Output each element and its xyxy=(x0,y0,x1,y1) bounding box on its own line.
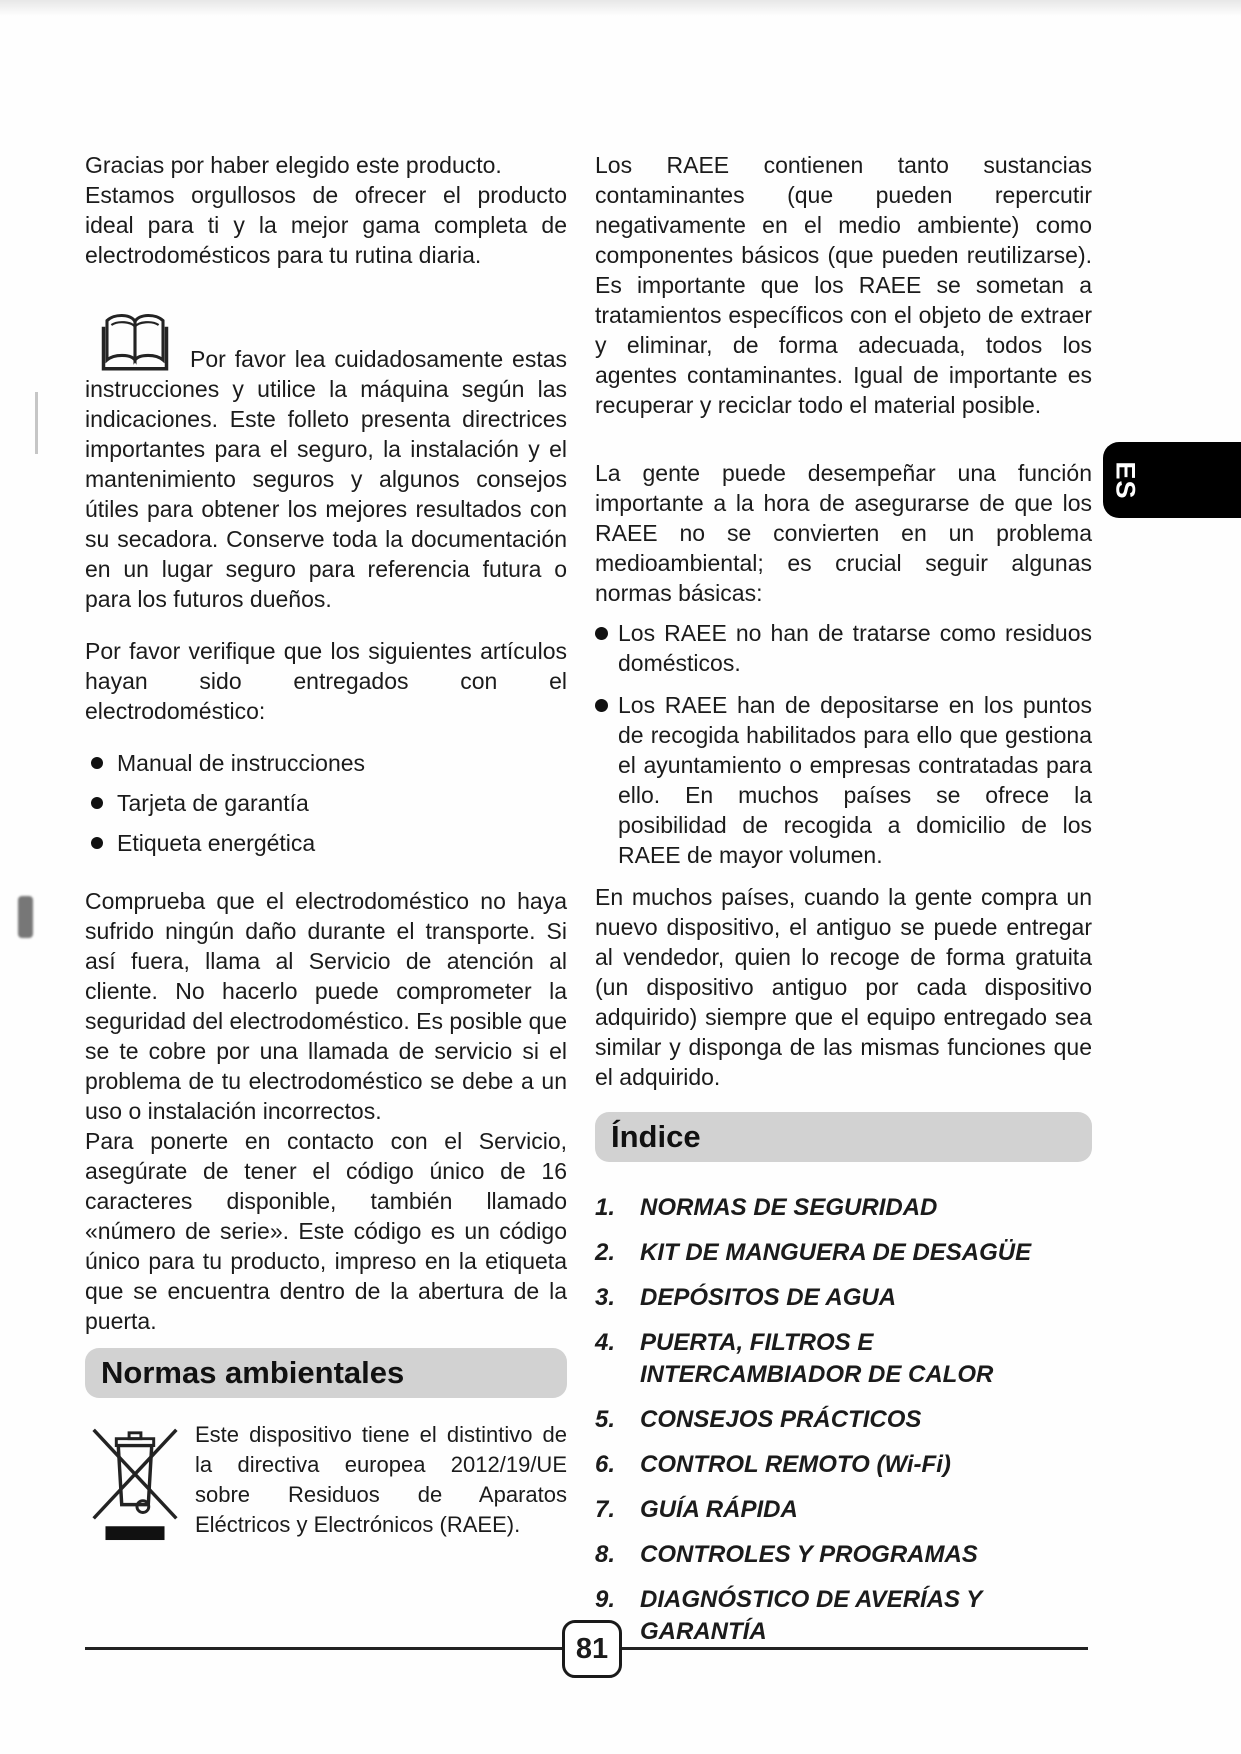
raee-rules-list xyxy=(595,618,1092,870)
toc-entry-number: 6. xyxy=(595,1451,616,1478)
list-item-label: Etiqueta energética xyxy=(117,830,316,856)
toc-entry xyxy=(595,1494,1092,1526)
list-item xyxy=(85,828,567,858)
section-header-label: Normas ambientales xyxy=(101,1355,405,1390)
service-contact-paragraph: Para ponerte en contacto con el Servicio, asegúrate de tener el código único de 16 caracteres disponible, también llamado «número de serie». Este código es un código único para tu producto, impreso en la etiqueta que se encuentra dentro de la abertura de la puerta. xyxy=(85,1128,567,1334)
bullet-dot-icon xyxy=(595,699,608,712)
toc-entry-number: 4. xyxy=(595,1329,616,1356)
intro-paragraph: Estamos orgullosos de ofrecer el producto ideal para ti y la mejor gama completa de electrodomésticos para tu rutina diaria. xyxy=(85,182,567,268)
verify-items-paragraph: Por favor verifique que los siguientes artículos hayan sido entregados con el electrodoméstico: xyxy=(85,638,567,724)
toc-entry-label: DIAGNÓSTICO DE AVERÍAS Y GARANTÍA xyxy=(640,1586,982,1645)
toc-entry-label: NORMAS DE SEGURIDAD xyxy=(640,1194,938,1221)
toc-entry-label: GUÍA RÁPIDA xyxy=(640,1496,798,1523)
page-number-badge xyxy=(562,1620,622,1678)
read-instructions-paragraph: Por favor lea cuidadosamente estas instrucciones y utilice la máquina según las indicaciones. Este folleto presenta directrices importantes para el seguro, la instalación y el mantenimiento seguros y algunos consejos útiles para obtener los mejores resultados con su secadora. Conserve toda la documentación en un lugar seguro para referencia futura o para los futuros dueños. xyxy=(85,346,567,612)
bullet-dot-icon xyxy=(595,627,608,640)
toc-entry-number: 7. xyxy=(595,1496,616,1523)
toc-entry-label: KIT DE MANGUERA DE DESAGÜE xyxy=(640,1239,1032,1266)
toc-entry-label: DEPÓSITOS DE AGUA xyxy=(640,1284,897,1311)
toc-entry xyxy=(595,1192,1092,1224)
delivered-items-list xyxy=(85,748,567,858)
toc-entry xyxy=(595,1404,1092,1436)
toc-entry-number: 5. xyxy=(595,1406,616,1433)
list-item-label: Los RAEE no han de tratarse como residuos domésticos. xyxy=(618,620,1092,676)
weee-directive-paragraph: Este dispositivo tiene el distintivo de la directiva europea 2012/19/UE sobre Residuos de Aparatos Eléctricos y Electrónicos (RAEE). xyxy=(195,1422,567,1537)
read-instructions-section xyxy=(85,344,567,614)
left-column xyxy=(85,150,567,1542)
toc-entry xyxy=(595,1237,1092,1269)
bullet-dot-icon xyxy=(91,797,103,809)
raee-role-paragraph: La gente puede desempeñar una función importante a la hora de asegurarse de que los RAEE no se convierten en un problema medioambiental; es crucial seguir algunas normas básicas: xyxy=(595,460,1092,606)
toc-entry xyxy=(595,1449,1092,1481)
bullet-dot-icon xyxy=(91,837,103,849)
toc-entry-label: CONSEJOS PRÁCTICOS xyxy=(640,1406,922,1433)
list-item-label: Los RAEE han de depositarse en los puntos de recogida habilitados para ello que gestiona el ayuntamiento o empresas contratadas para ello. En muchos países se ofrece la posibilidad de recogida a domicilio de los RAEE de mayor volumen. xyxy=(618,692,1092,868)
list-item xyxy=(595,690,1092,870)
raee-return-paragraph: En muchos países, cuando la gente compra un nuevo dispositivo, el antiguo se puede entregar al vendedor, quien lo recoge de forma gratuita (un dispositivo antiguo por cada dispositivo adquirido) siempre que el equipo entregado sea similar y disponga de las mismas funciones que el adquirido. xyxy=(595,884,1092,1090)
list-item xyxy=(595,618,1092,678)
language-tab-label: ES xyxy=(1110,460,1141,500)
toc-entry xyxy=(595,1539,1092,1571)
toc-entry-number: 9. xyxy=(595,1586,616,1613)
toc-entry-number: 8. xyxy=(595,1541,616,1568)
right-column xyxy=(595,150,1092,1661)
raee-substances-paragraph: Los RAEE contienen tanto sustancias contaminantes (que pueden repercutir negativamente en el medio ambiente) como componentes básicos (que pueden reutilizarse). Es importante que los RAEE se sometan a tratamientos específicos con el objeto de extraer y eliminar, de forma adecuada, todos los agentes contaminantes. Igual de importante es recuperar y reciclar todo el material posible. xyxy=(595,152,1092,418)
scan-artifact-line xyxy=(35,392,38,454)
table-of-contents xyxy=(595,1192,1092,1648)
crossed-out-wheelie-bin-icon xyxy=(85,1420,185,1542)
toc-entry-label: PUERTA, FILTROS E INTERCAMBIADOR DE CALOR xyxy=(640,1329,994,1388)
scan-artifact-smudge xyxy=(18,896,33,938)
toc-entry xyxy=(595,1327,1092,1391)
intro-paragraph-line1: Gracias por haber elegido este producto. xyxy=(85,152,502,178)
list-item xyxy=(85,748,567,778)
open-book-icon xyxy=(93,304,177,374)
section-header-label: Índice xyxy=(611,1119,701,1154)
list-item xyxy=(85,788,567,818)
toc-entry xyxy=(595,1584,1092,1648)
footer-rule-right xyxy=(622,1647,1088,1650)
footer-rule-left xyxy=(85,1647,562,1650)
damage-check-paragraph: Comprueba que el electrodoméstico no haya sufrido ningún daño durante el transporte. Si así fuera, llama al Servicio de atención al cliente. No hacerlo puede comprometer la seguridad del electrodoméstico. Es posible que se te cobre por una llamada de servicio si el problema de tu electrodoméstico se debe a un uso o instalación incorrectos. xyxy=(85,888,568,1124)
environment-section-header xyxy=(85,1348,567,1398)
toc-entry xyxy=(595,1282,1092,1314)
language-tab-es xyxy=(1103,442,1241,518)
toc-entry-label: CONTROL REMOTO (Wi-Fi) xyxy=(640,1451,951,1478)
list-item-label: Tarjeta de garantía xyxy=(117,790,309,816)
bullet-dot-icon xyxy=(91,757,103,769)
toc-entry-number: 2. xyxy=(595,1239,616,1266)
list-item-label: Manual de instrucciones xyxy=(117,750,366,776)
page-number: 81 xyxy=(575,1632,609,1665)
toc-entry-label: CONTROLES Y PROGRAMAS xyxy=(640,1541,978,1568)
toc-entry-number: 3. xyxy=(595,1284,616,1311)
index-section-header xyxy=(595,1112,1092,1162)
weee-directive-section xyxy=(85,1420,567,1542)
toc-entry-number: 1. xyxy=(595,1194,616,1221)
